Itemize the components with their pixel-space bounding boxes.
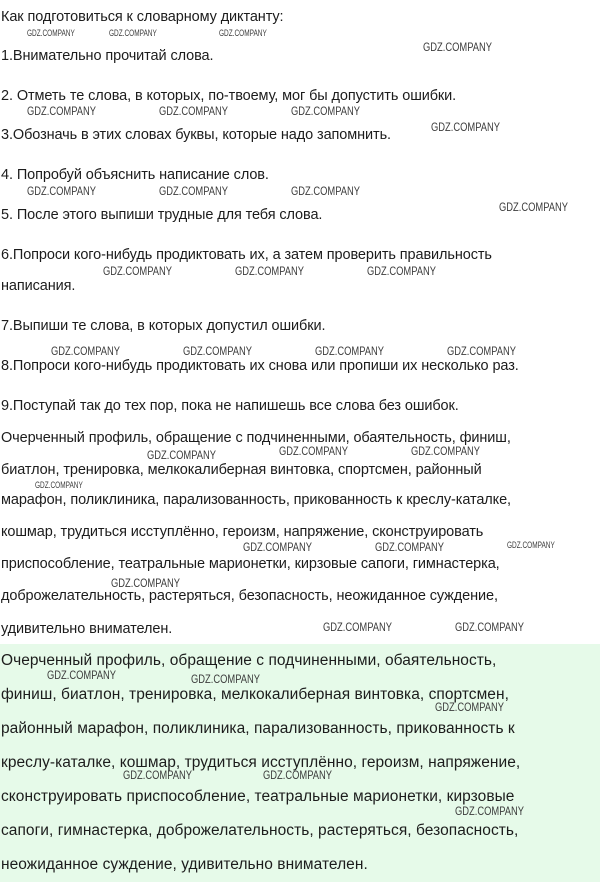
watermark: GDZ.COMPANY [411, 444, 480, 458]
watermark: GDZ.COMPANY [51, 344, 120, 358]
step-7: 7.Выпиши те слова, в которых допустил ошибки. [1, 318, 326, 334]
watermark: GDZ.COMPANY [435, 700, 504, 714]
watermark: GDZ.COMPANY [431, 120, 500, 134]
watermark: GDZ.COMPANY [315, 344, 384, 358]
watermark: GDZ.COMPANY [27, 184, 96, 198]
answer-line: креслу-каталке, кошмар, трудиться исступлённо, героизм, напряжение, [1, 754, 521, 771]
words-line: кошмар, трудиться исступлённо, героизм, напряжение, сконструировать [1, 524, 484, 540]
step-3: 3.Обозначь в этих словах буквы, которые надо запомнить. [1, 127, 391, 143]
step-4: 4. Попробуй объяснить написание слов. [1, 167, 269, 183]
step-2: 2. Отметь те слова, в которых, по-твоему, мог бы допустить ошибки. [1, 88, 457, 104]
watermark: GDZ.COMPANY [279, 444, 348, 458]
words-line: биатлон, тренировка, мелкокалиберная винтовка, спортсмен, районный [1, 462, 482, 478]
step-6-continued: написания. [1, 278, 76, 294]
step-6: 6.Попроси кого-нибудь продиктовать их, а затем проверить правильность [1, 247, 492, 263]
watermark: GDZ.COMPANY [47, 668, 116, 682]
watermark: GDZ.COMPANY [455, 620, 524, 634]
watermark: GDZ.COMPANY [191, 672, 260, 686]
watermark: GDZ.COMPANY [123, 768, 192, 782]
watermark: GDZ.COMPANY [103, 264, 172, 278]
watermark: GDZ.COMPANY [323, 620, 392, 634]
watermark: GDZ.COMPANY [183, 344, 252, 358]
step-5: 5. После этого выпиши трудные для тебя слова. [1, 207, 323, 223]
watermark: GDZ.COMPANY [159, 184, 228, 198]
watermark: GDZ.COMPANY [35, 480, 83, 490]
watermark: GDZ.COMPANY [507, 540, 555, 550]
watermark: GDZ.COMPANY [219, 28, 267, 38]
answer-line: неожиданное суждение, удивительно внимателен. [1, 856, 368, 873]
watermark: GDZ.COMPANY [111, 576, 180, 590]
watermark: GDZ.COMPANY [423, 40, 492, 54]
watermark: GDZ.COMPANY [109, 28, 157, 38]
watermark: GDZ.COMPANY [291, 104, 360, 118]
watermark: GDZ.COMPANY [147, 448, 216, 462]
watermark: GDZ.COMPANY [159, 104, 228, 118]
watermark: GDZ.COMPANY [27, 28, 75, 38]
words-line: доброжелательность, растеряться, безопасность, неожиданное суждение, [1, 588, 498, 604]
answer-line: районный марафон, поликлиника, парализованность, прикованность к [1, 720, 515, 737]
watermark: GDZ.COMPANY [447, 344, 516, 358]
answer-line: Очерченный профиль, обращение с подчиненными, обаятельность, [1, 652, 497, 669]
words-line: марафон, поликлиника, парализованность, прикованность к креслу-каталке, [1, 492, 511, 508]
step-8: 8.Попроси кого-нибудь продиктовать их снова или пропиши их несколько раз. [1, 358, 519, 374]
watermark: GDZ.COMPANY [243, 540, 312, 554]
watermark: GDZ.COMPANY [375, 540, 444, 554]
instructions-title: Как подготовиться к словарному диктанту: [1, 9, 284, 25]
watermark: GDZ.COMPANY [499, 200, 568, 214]
answer-line: финиш, биатлон, тренировка, мелкокалиберная винтовка, спортсмен, [1, 686, 509, 703]
words-line: удивительно внимателен. [1, 621, 173, 637]
watermark: GDZ.COMPANY [235, 264, 304, 278]
step-9: 9.Поступай так до тех пор, пока не напишешь все слова без ошибок. [1, 398, 459, 414]
step-1: 1.Внимательно прочитай слова. [1, 48, 214, 64]
answer-line: сапоги, гимнастерка, доброжелательность, растеряться, безопасность, [1, 822, 519, 839]
watermark: GDZ.COMPANY [27, 104, 96, 118]
watermark: GDZ.COMPANY [455, 804, 524, 818]
watermark: GDZ.COMPANY [291, 184, 360, 198]
answer-line: сконструировать приспособление, театральные марионетки, кирзовые [1, 788, 515, 805]
watermark: GDZ.COMPANY [263, 768, 332, 782]
words-line: приспособление, театральные марионетки, кирзовые сапоги, гимнастерка, [1, 556, 500, 572]
watermark: GDZ.COMPANY [367, 264, 436, 278]
words-line: Очерченный профиль, обращение с подчиненными, обаятельность, финиш, [1, 430, 511, 446]
